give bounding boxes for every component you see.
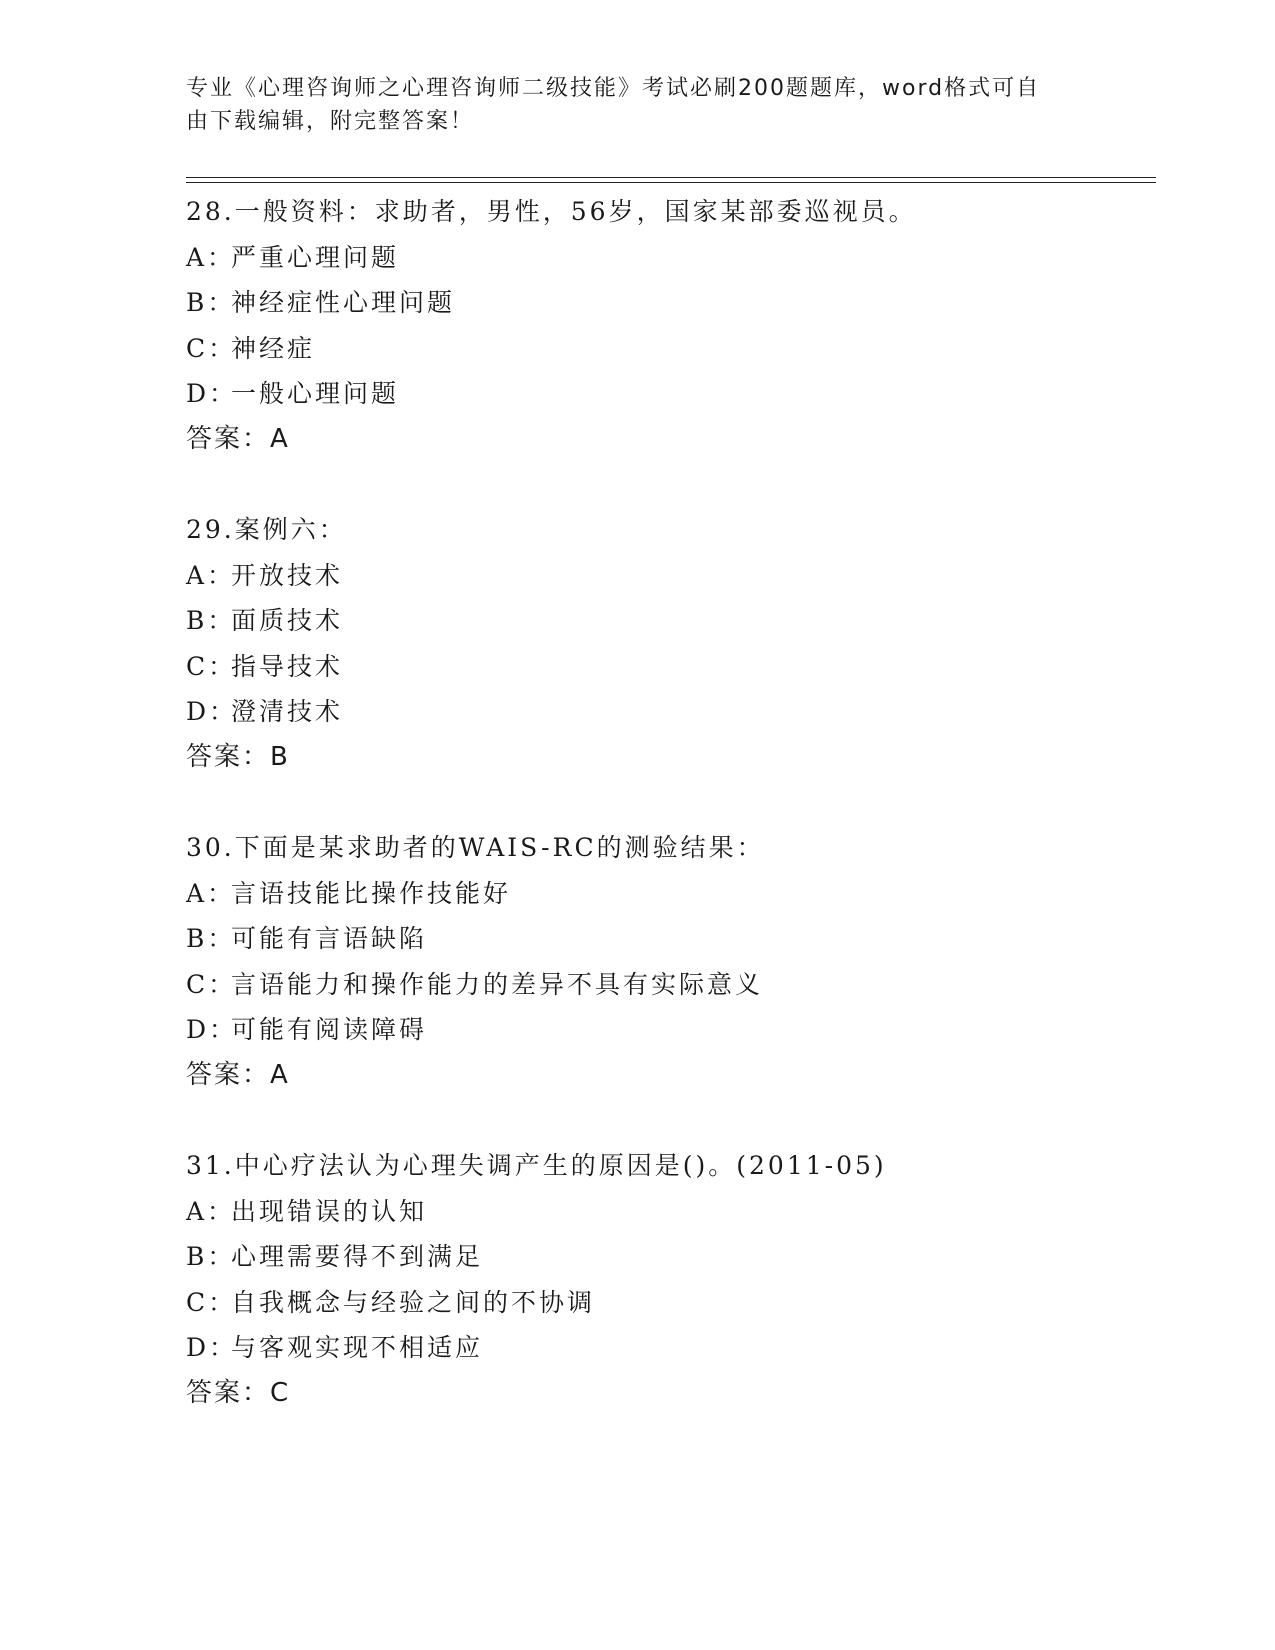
option-text: 开放技术 <box>231 560 344 590</box>
option-d <box>186 1007 1156 1053</box>
option-text: 严重心理问题 <box>231 242 400 272</box>
option-label: B： <box>186 1242 236 1271</box>
option-text: 神经症 <box>231 333 316 363</box>
option-text: 澄清技术 <box>231 697 344 726</box>
option-label: C： <box>186 333 237 363</box>
option-c <box>186 326 1156 372</box>
option-c <box>186 644 1156 690</box>
option-text: 言语能力和操作能力的差异不具有实际意义 <box>231 969 764 999</box>
option-text: 神经症性心理问题 <box>231 288 456 317</box>
option-label: A： <box>186 242 236 272</box>
option-d <box>186 1325 1156 1371</box>
option-text: 自我概念与经验之间的不协调 <box>231 1287 596 1317</box>
option-d <box>186 689 1156 735</box>
option-label: C： <box>186 969 237 999</box>
header-line-2: 由下载编辑，附完整答案！ <box>186 109 475 134</box>
option-label: D： <box>186 1015 238 1044</box>
option-a <box>186 235 1156 281</box>
option-label: A： <box>186 560 236 590</box>
question-29 <box>186 507 1156 780</box>
option-text: 可能有阅读障碍 <box>231 1015 428 1044</box>
option-b <box>186 280 1156 326</box>
option-label: C： <box>186 651 237 681</box>
option-label: A： <box>186 878 236 908</box>
question-stem: 28.一般资料：求助者，男性，56岁，国家某部委巡视员。 <box>186 197 917 226</box>
option-text: 言语技能比操作技能好 <box>231 878 512 908</box>
option-a <box>186 553 1156 599</box>
option-d <box>186 371 1156 417</box>
double-rule-divider <box>186 177 1156 183</box>
document-header <box>186 72 1086 138</box>
option-c <box>186 962 1156 1008</box>
question-stem: 31.中心疗法认为心理失调产生的原因是()。(2011-05) <box>186 1151 887 1180</box>
option-c <box>186 1280 1156 1326</box>
option-label: B： <box>186 606 236 635</box>
option-label: D： <box>186 697 238 726</box>
option-label: B： <box>186 288 236 317</box>
option-label: C： <box>186 1287 237 1317</box>
option-text: 一般心理问题 <box>231 379 400 408</box>
option-text: 出现错误的认知 <box>231 1196 428 1226</box>
answer-line: 答案：C <box>186 1377 291 1408</box>
option-label: A： <box>186 1196 236 1226</box>
option-label: D： <box>186 379 238 408</box>
question-list <box>186 189 1156 1461</box>
question-28 <box>186 189 1156 462</box>
option-a <box>186 1189 1156 1235</box>
option-text: 面质技术 <box>231 606 344 635</box>
option-text: 指导技术 <box>231 651 344 681</box>
question-stem: 30.下面是某求助者的WAIS-RC的测验结果： <box>186 833 765 862</box>
question-30 <box>186 825 1156 1098</box>
option-b <box>186 916 1156 962</box>
answer-line: 答案：B <box>186 741 290 772</box>
option-a <box>186 871 1156 917</box>
option-text: 可能有言语缺陷 <box>231 924 428 953</box>
option-b <box>186 598 1156 644</box>
option-text: 与客观实现不相适应 <box>231 1333 484 1362</box>
option-label: D： <box>186 1333 238 1362</box>
option-text: 心理需要得不到满足 <box>231 1242 484 1271</box>
option-label: B： <box>186 924 236 953</box>
answer-line: 答案：A <box>186 423 290 454</box>
question-stem: 29.案例六： <box>186 515 347 544</box>
question-31 <box>186 1143 1156 1416</box>
header-line-1: 专业《心理咨询师之心理咨询师二级技能》考试必刷200题题库，word格式可自 <box>186 76 1041 101</box>
option-b <box>186 1234 1156 1280</box>
answer-line: 答案：A <box>186 1059 290 1090</box>
